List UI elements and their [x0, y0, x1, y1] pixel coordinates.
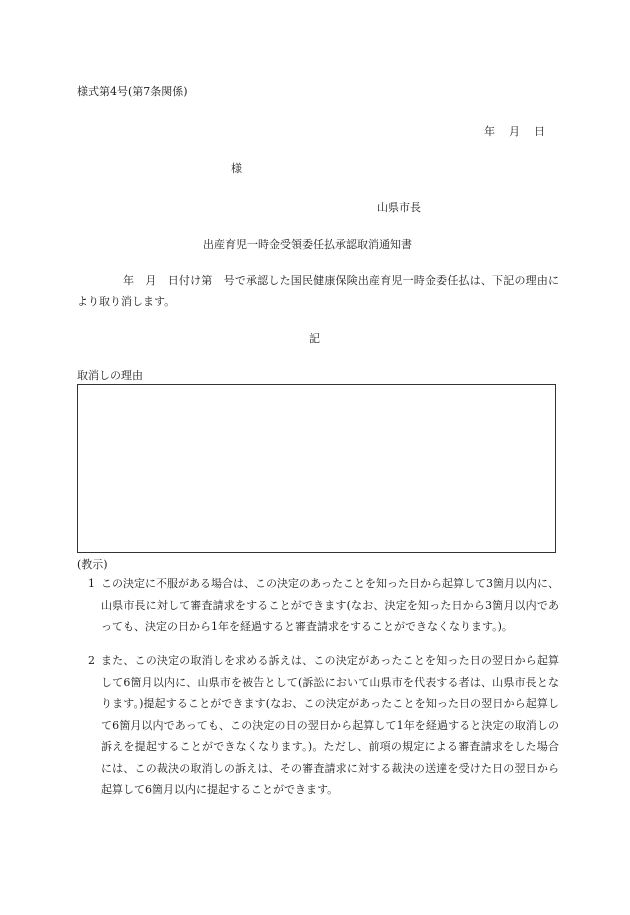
- addressee-suffix: 様: [231, 162, 242, 175]
- date-day: 日: [534, 125, 545, 138]
- body-text: 年 月 日付け第 号で承認した国民健康保険出産育児一時金委任払は、下記の理由により取り消します。: [77, 274, 559, 308]
- date-month: 月: [509, 125, 520, 138]
- document-title: 出産育児一時金受領委任払承認取消通知書: [203, 238, 412, 251]
- issuer: 山県市長: [377, 201, 421, 214]
- reason-box: [77, 384, 556, 553]
- ki-label: 記: [309, 332, 320, 345]
- date-year: 年: [484, 125, 495, 138]
- notice-item-2: [88, 650, 559, 801]
- date-line: [484, 123, 545, 139]
- notice-label: (教示): [77, 558, 108, 571]
- reason-label: 取消しの理由: [77, 369, 143, 382]
- notice-item-1: [88, 573, 559, 638]
- notice-text: また、この決定の取消しを求める訴えは、この決定があったことを知った日の翌日から起算して6箇月以内に、山県市を被告として(訴訟において山県市を代表する者は、山県市長となります。)提起することができます(なお、この決定があったことを知った日の翌日から起算して6箇月以内であっても、この決定の日の翌日から起算して1年を経過すると決定の取消しの訴えを提起することができなくなります。)。ただし、前項の規定による審査請求をした場合には、この裁決の取消しの訴えは、その審査請求に対する裁決の送達を受けた日の翌日から起算して6箇月以内に提起することができます。: [101, 654, 559, 796]
- notice-text: この決定に不服がある場合は、この決定のあったことを知った日から起算して3箇月以内に、山県市長に対して審査請求をすることができます(なお、決定を知った日から3箇月以内であっても、決定の日から1年を経過すると審査請求をすることができなくなります。)。: [101, 577, 559, 633]
- notice-number: 2: [88, 654, 95, 667]
- form-number: 様式第4号(第7条関係): [77, 85, 188, 98]
- notice-number: 1: [88, 577, 95, 590]
